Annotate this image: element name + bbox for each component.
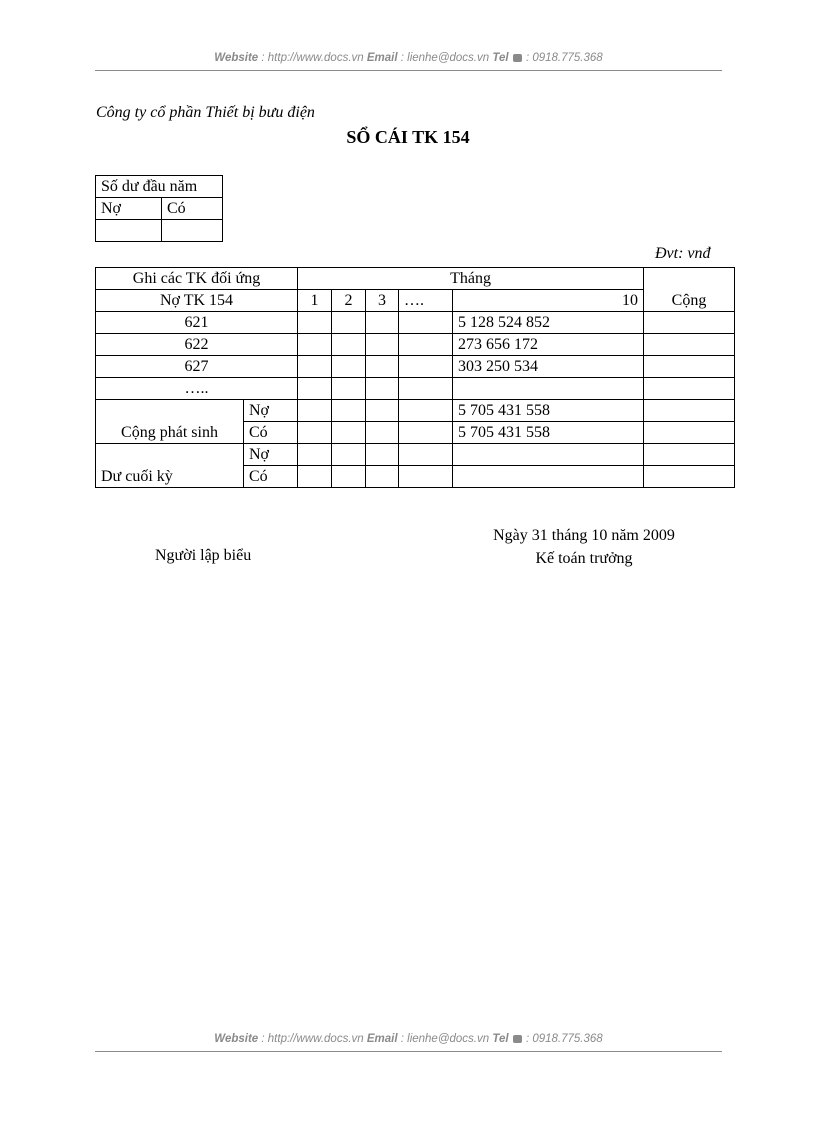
tel-label: Tel [492,52,509,64]
header-account-line2: Nợ TK 154 [96,290,298,312]
email-label: Email [366,1033,398,1045]
opening-balance-title: Số dư đầu năm [96,176,223,198]
month-ellipsis: …. [399,290,453,312]
month-3: 3 [366,290,399,312]
phone-icon [513,1035,522,1043]
opening-debit-label: Nợ [96,198,162,220]
table-row [96,356,735,378]
account-cell: ….. [96,378,298,400]
signature-block-right [470,524,698,570]
account-cell: 621 [96,312,298,334]
website-value: : http://www.docs.vn [261,52,364,64]
month10-value: 273 656 172 [453,334,644,356]
header-month: Tháng [298,268,644,290]
tel-value: : 0918.775.368 [525,52,603,64]
tel-value: : 0918.775.368 [525,1033,603,1045]
account-cell: 622 [96,334,298,356]
tel-label: Tel [492,1033,509,1045]
ledger-table [95,267,735,488]
website-value: : http://www.docs.vn [261,1033,364,1045]
email-value: : lienhe@docs.vn [400,1033,490,1045]
closing-label: Dư cuối kỳ [96,444,244,488]
opening-credit-label: Có [162,198,223,220]
email-value: : lienhe@docs.vn [400,52,490,64]
closing-debit-label: Nợ [244,444,298,466]
header-account-line1: Ghi các TK đối ứng [96,268,298,290]
month-1: 1 [298,290,332,312]
page-title: SỔ CÁI TK 154 [346,127,470,147]
page-header [95,52,722,64]
opening-balance-table [95,175,223,242]
email-label: Email [366,52,398,64]
header-rule [95,70,722,71]
opening-debit-value [96,220,162,242]
arising-debit-label: Nợ [244,400,298,422]
opening-credit-value [162,220,223,242]
table-row [96,378,735,400]
month-10: 10 [453,290,644,312]
page-footer [95,1033,722,1045]
company-name: Công ty cổ phần Thiết bị bưu điện [96,104,315,121]
table-row [96,334,735,356]
preparer-label: Người lập biểu [155,547,252,564]
table-row [96,444,735,466]
table-row [96,312,735,334]
website-label: Website [214,52,259,64]
arising-label: Cộng phát sinh [96,400,244,444]
table-row [96,400,735,422]
month10-value [453,378,644,400]
arising-credit-label: Có [244,422,298,444]
website-label: Website [214,1033,259,1045]
arising-debit-value: 5 705 431 558 [453,400,644,422]
account-cell: 627 [96,356,298,378]
month10-value: 303 250 534 [453,356,644,378]
currency-unit: Đvt: vnđ [655,245,711,262]
month10-value: 5 128 524 852 [453,312,644,334]
footer-rule [95,1051,722,1052]
chief-accountant-label: Kế toán trưởng [535,550,633,567]
signature-date: Ngày 31 tháng 10 năm 2009 [493,527,675,544]
closing-credit-label: Có [244,466,298,488]
header-total: Cộng [644,268,735,312]
arising-credit-value: 5 705 431 558 [453,422,644,444]
phone-icon [513,54,522,62]
month-2: 2 [332,290,366,312]
